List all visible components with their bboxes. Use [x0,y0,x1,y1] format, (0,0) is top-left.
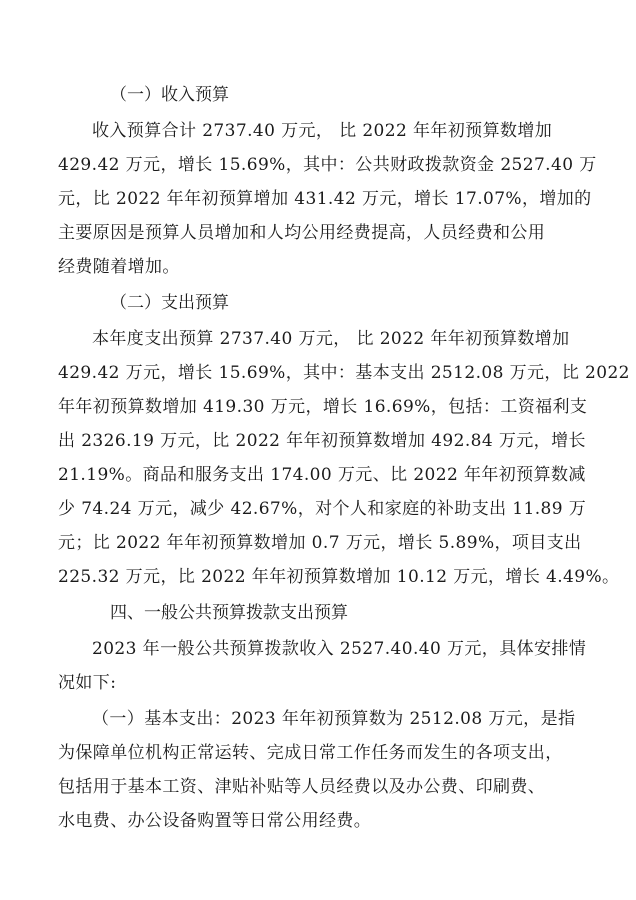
paragraph-general-public-budget [58,632,587,700]
text-line: 年年初预算数增加 419.30 万元，增长 16.69%，包括：工资福利支 [58,397,588,417]
text-line: 本年度支出预算 2737.40 万元， 比 2022 年年初预算数增加 [92,329,570,349]
text-line: 主要原因是预算人员增加和人均公用经费提高，人员经费和公用 [58,223,546,243]
text-line: 元，比 2022 年年初预算增加 431.42 万元，增长 17.07%，增加的 [58,189,592,209]
paragraph-expenditure-budget [58,322,630,594]
text-line: （一）基本支出：2023 年年初预算数为 2512.08 万元，是指 [92,709,576,729]
text-line: 少 74.24 万元，减少 42.67%，对个人和家庭的补助支出 11.89 万 [58,499,587,519]
text-line: 包括用于基本工资、津贴补贴等人员经费以及办公费、印刷费、 [58,777,546,797]
section-heading-income-budget: （一）收入预算 [110,85,229,105]
text-line: 429.42 万元，增长 15.69%，其中：基本支出 2512.08 万元，比 2022 [58,363,630,383]
text-line: 经费随着增加。 [58,257,180,277]
text-line: 2023 年一般公共预算拨款收入 2527.40.40 万元，具体安排情 [92,639,587,659]
section-heading-expenditure-budget: （二）支出预算 [110,293,229,313]
paragraph-basic-expenditure [58,702,580,838]
text-line: 225.32 万元，比 2022 年年初预算数增加 10.12 万元，增长 4.49%。 [58,567,620,587]
text-line: 收入预算合计 2737.40 万元， 比 2022 年年初预算数增加 [92,121,553,141]
section-heading-general-public-budget: 四、一般公共预算拨款支出预算 [110,603,348,623]
text-line: 水电费、办公设备购置等日常公用经费。 [58,811,372,831]
text-line: 况如下: [58,673,117,693]
text-line: 出 2326.19 万元，比 2022 年年初预算数增加 492.84 万元，增长 [58,431,586,451]
paragraph-income-budget [58,114,597,284]
text-line: 429.42 万元，增长 15.69%，其中：公共财政拨款资金 2527.40 万 [58,155,597,175]
text-line: 为保障单位机构正常运转、完成日常工作任务而发生的各项支出， [58,743,563,763]
text-line: 元；比 2022 年年初预算数增加 0.7 万元，增长 5.89%，项目支出 [58,533,582,553]
text-line: 21.19%。商品和服务支出 174.00 万元、比 2022 年年初预算数减 [58,465,586,485]
